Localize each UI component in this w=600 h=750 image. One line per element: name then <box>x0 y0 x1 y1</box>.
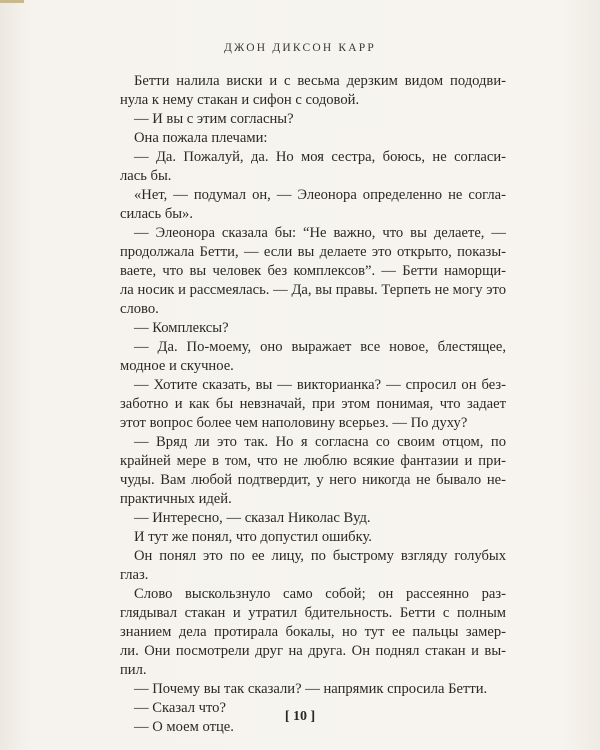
text-line: Она пожала плечами: <box>134 130 268 146</box>
text-line: слово. <box>120 301 159 317</box>
text-line: Бетти налила виски и с весьма дерзким видом пододви- <box>134 73 506 89</box>
text-line: — Сказал что? <box>134 700 226 716</box>
page-edge-mark <box>0 0 24 3</box>
text-line: крайней мере в том, что не люблю всякие фантазии и при- <box>120 453 506 469</box>
text-line: глаз. <box>120 567 149 583</box>
text-line: — Да. Пожалуй, да. Но моя сестра, боюсь, не согласи- <box>134 149 506 165</box>
text-line: ли. Они посмотрели друг на друга. Он поднял стакан и вы- <box>120 643 506 659</box>
text-line: продолжала Бетти, — если вы делаете это открыто, показы- <box>120 244 506 260</box>
text-line: ваете, что вы человек без комплексов”. — Бетти наморщи- <box>120 263 506 279</box>
text-line: заботно и как бы невзначай, при этом понимая, что задает <box>120 396 506 412</box>
text-line: — Да. По-моему, оно выражает все новое, блестящее, <box>134 339 506 355</box>
page-number: [ 10 ] <box>284 709 316 724</box>
text-line: силась бы». <box>120 206 194 222</box>
text-line: этот вопрос более чем наполовину всерьез. — По духу? <box>120 415 468 431</box>
text-line: — Хотите сказать, вы — викторианка? — спросил он без- <box>134 377 506 393</box>
text-line: «Нет, — подумал он, — Элеонора определенно не согла- <box>134 187 506 203</box>
text-line: ла носик и рассмеялась. — Да, вы правы. Терпеть не могу это <box>120 282 506 298</box>
text-line: — И вы с этим согласны? <box>134 111 294 127</box>
text-line: нула к нему стакан и сифон с содовой. <box>120 92 360 108</box>
text-line: чуды. Вам любой подтвердит, у него никогда не бывало не- <box>120 472 506 488</box>
text-line: практичных идей. <box>120 491 232 507</box>
text-line: пил. <box>120 662 147 678</box>
text-line: Слово выскользнуло само собой; он рассеянно раз- <box>134 586 506 602</box>
text-line: лась бы. <box>120 168 172 184</box>
text-line: — О моем отце. <box>134 719 234 735</box>
text-line: модное и скучное. <box>120 358 234 374</box>
running-head: ДЖОН ДИКСОН КАРР <box>223 42 376 54</box>
text-line: — Комплексы? <box>134 320 229 336</box>
text-line: И тут же понял, что допустил ошибку. <box>134 529 372 545</box>
text-line: — Элеонора сказала бы: “Не важно, что вы делаете, — <box>134 225 506 241</box>
text-line: глядывал стакан и утратил бдительность. Бетти с полным <box>120 605 506 621</box>
text-line: знанием дела протирала бокалы, но тут ее пальцы замер- <box>120 624 506 640</box>
text-line: — Вряд ли это так. Но я согласна со своим отцом, по <box>134 434 506 450</box>
text-line: — Интересно, — сказал Николас Вуд. <box>134 510 371 526</box>
body-text <box>120 72 506 737</box>
text-line: — Почему вы так сказали? — напрямик спросила Бетти. <box>134 681 488 697</box>
text-line: Он понял это по ее лицу, по быстрому взгляду голубых <box>134 548 506 564</box>
